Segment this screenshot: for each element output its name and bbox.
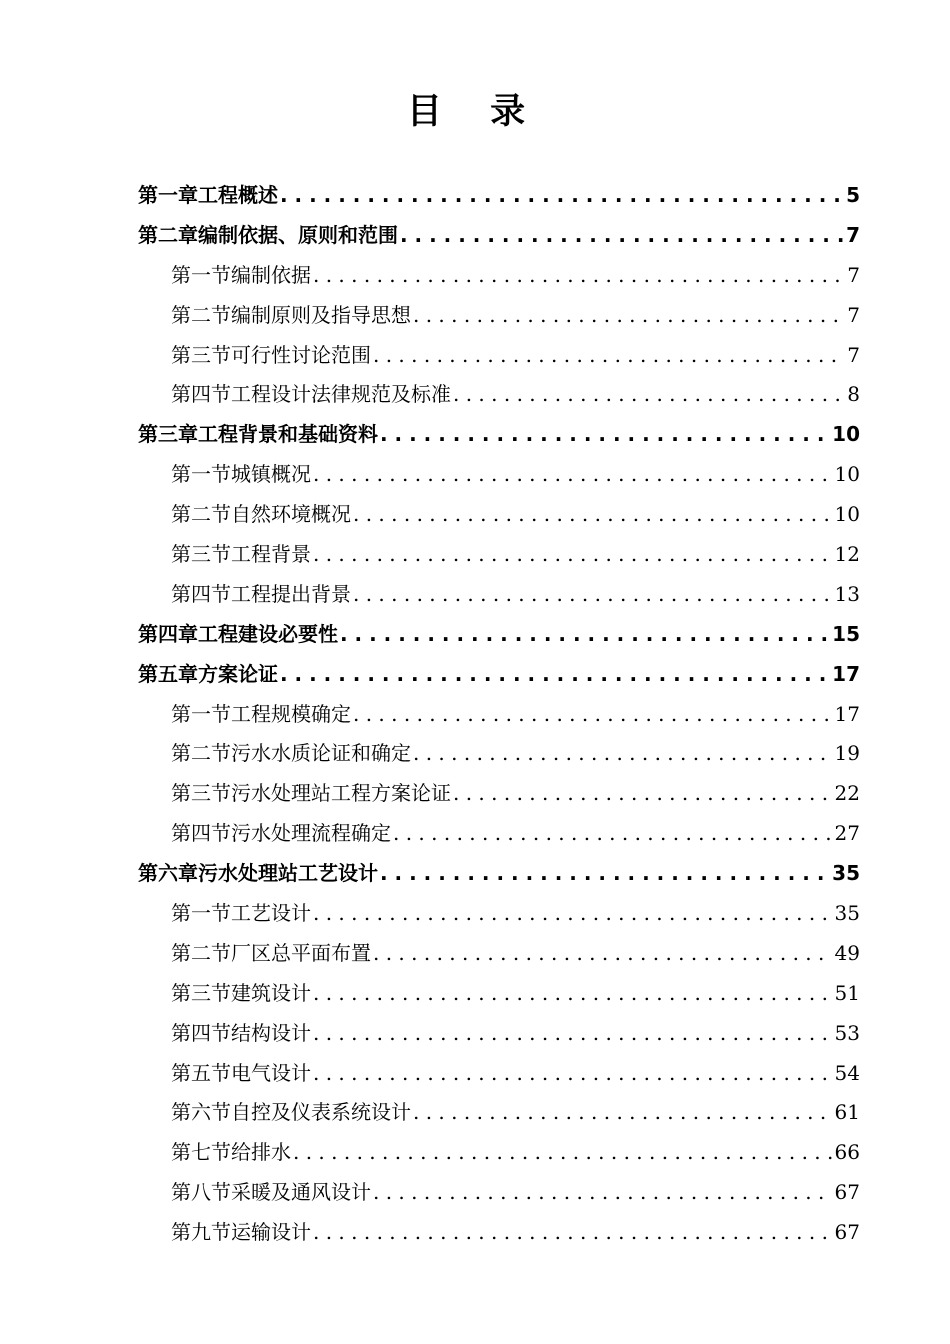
toc-page-number: 10	[834, 502, 860, 527]
toc-dot-leader	[453, 774, 832, 814]
toc-section-entry[interactable]	[138, 1093, 860, 1133]
toc-chapter-title: 方案论证	[198, 661, 278, 686]
toc-section-entry[interactable]	[138, 774, 860, 814]
toc-section-label: 第三节	[171, 781, 231, 806]
toc-page-number: 17	[832, 661, 860, 686]
toc-chapter-label: 第六章	[138, 861, 198, 886]
toc-page-number: 67	[834, 1180, 860, 1205]
toc-page-number: 27	[834, 821, 860, 846]
toc-page-number: 35	[832, 861, 860, 886]
toc-chapter-entry[interactable]	[138, 615, 860, 655]
toc-page-number: 61	[834, 1100, 860, 1125]
toc-section-title: 工程背景	[231, 542, 311, 567]
toc-section-entry[interactable]	[138, 1213, 860, 1253]
toc-page-number: 7	[846, 222, 860, 247]
toc-dot-leader	[413, 1093, 832, 1133]
toc-dot-leader	[313, 974, 832, 1014]
toc-section-title: 可行性讨论范围	[231, 342, 371, 367]
toc-page-number: 67	[834, 1220, 860, 1245]
toc-dot-leader	[453, 375, 844, 415]
toc-dot-leader	[313, 256, 844, 296]
toc-section-entry[interactable]	[138, 894, 860, 934]
toc-section-label: 第一节	[171, 701, 231, 726]
toc-chapter-label: 第二章	[138, 222, 198, 247]
toc-section-title: 污水处理站工程方案论证	[231, 781, 451, 806]
toc-page-number: 66	[834, 1140, 860, 1165]
toc-page-number: 7	[847, 262, 860, 287]
toc-section-title: 工程设计法律规范及标准	[231, 382, 451, 407]
toc-section-label: 第九节	[171, 1220, 231, 1245]
toc-section-title: 电气设计	[231, 1060, 311, 1085]
toc-section-entry[interactable]	[138, 575, 860, 615]
toc-chapter-entry[interactable]	[138, 176, 860, 216]
toc-chapter-title: 污水处理站工艺设计	[198, 861, 378, 886]
toc-dot-leader	[313, 535, 832, 575]
toc-section-entry[interactable]	[138, 1173, 860, 1213]
toc-section-label: 第一节	[171, 462, 231, 487]
toc-chapter-label: 第三章	[138, 422, 198, 447]
toc-section-entry[interactable]	[138, 734, 860, 774]
toc-section-label: 第六节	[171, 1100, 231, 1125]
toc-dot-leader	[353, 495, 832, 535]
toc-section-label: 第七节	[171, 1140, 231, 1165]
toc-page-number: 19	[834, 741, 860, 766]
toc-chapter-entry[interactable]	[138, 655, 860, 695]
toc-section-entry[interactable]	[138, 695, 860, 735]
toc-dot-leader	[280, 655, 829, 695]
toc-section-entry[interactable]	[138, 256, 860, 296]
toc-page-number: 22	[834, 781, 860, 806]
toc-chapter-title: 工程背景和基础资料	[198, 422, 378, 447]
toc-section-label: 第三节	[171, 342, 231, 367]
toc-section-entry[interactable]	[138, 375, 860, 415]
toc-dot-leader	[353, 575, 832, 615]
toc-chapter-entry[interactable]	[138, 415, 860, 455]
toc-section-label: 第四节	[171, 821, 231, 846]
toc-dot-leader	[313, 455, 832, 495]
toc-dot-leader	[340, 615, 829, 655]
toc-page-number: 8	[847, 382, 860, 407]
toc-page-number: 54	[834, 1060, 860, 1085]
toc-section-label: 第八节	[171, 1180, 231, 1205]
toc-section-title: 运输设计	[231, 1220, 311, 1245]
toc-section-label: 第四节	[171, 382, 231, 407]
toc-section-label: 第二节	[171, 940, 231, 965]
toc-section-label: 第三节	[171, 980, 231, 1005]
toc-dot-leader	[380, 854, 829, 894]
toc-page-number: 35	[834, 901, 860, 926]
toc-section-title: 结构设计	[231, 1020, 311, 1045]
toc-dot-leader	[400, 216, 843, 256]
toc-page-number: 51	[834, 980, 860, 1005]
toc-section-entry[interactable]	[138, 974, 860, 1014]
toc-section-title: 工艺设计	[231, 901, 311, 926]
toc-page-number: 5	[846, 183, 860, 207]
toc-section-label: 第二节	[171, 741, 231, 766]
toc-page-number: 53	[834, 1020, 860, 1045]
toc-page-number: 17	[834, 701, 860, 726]
toc-section-entry[interactable]	[138, 814, 860, 854]
toc-chapter-label: 第四章	[138, 621, 198, 646]
toc-dot-leader	[393, 814, 832, 854]
toc-dot-leader	[293, 1133, 832, 1173]
toc-section-entry[interactable]	[138, 296, 860, 336]
toc-section-label: 第二节	[171, 302, 231, 327]
toc-chapter-label: 第五章	[138, 661, 198, 686]
toc-section-title: 城镇概况	[231, 462, 311, 487]
toc-section-entry[interactable]	[138, 1133, 860, 1173]
toc-dot-leader	[413, 296, 844, 336]
toc-chapter-label: 第一章	[138, 183, 198, 207]
toc-dot-leader	[373, 934, 832, 974]
toc-section-label: 第一节	[171, 901, 231, 926]
toc-section-label: 第三节	[171, 542, 231, 567]
toc-dot-leader	[353, 695, 832, 735]
toc-section-title: 污水水质论证和确定	[231, 741, 411, 766]
toc-page-number: 15	[832, 621, 860, 646]
toc-page-number: 7	[847, 302, 860, 327]
toc-section-label: 第五节	[171, 1060, 231, 1085]
toc-chapter-title: 工程概述	[198, 183, 278, 207]
toc-chapter-entry[interactable]	[138, 216, 860, 256]
toc-chapter-title: 工程建设必要性	[198, 621, 338, 646]
toc-page-number: 10	[834, 462, 860, 487]
toc-section-label: 第四节	[171, 581, 231, 606]
toc-section-entry[interactable]	[138, 1014, 860, 1054]
toc-section-title: 自控及仪表系统设计	[231, 1100, 411, 1125]
toc-dot-leader	[313, 1054, 832, 1094]
toc-dot-leader	[313, 894, 832, 934]
toc-section-title: 工程提出背景	[231, 581, 351, 606]
toc-section-entry[interactable]	[138, 495, 860, 535]
toc-dot-leader	[413, 734, 832, 774]
toc-section-label: 第一节	[171, 262, 231, 287]
toc-section-entry[interactable]	[138, 336, 860, 376]
toc-page-number: 10	[832, 422, 860, 447]
toc-section-title: 编制依据	[231, 262, 311, 287]
toc-section-label: 第四节	[171, 1020, 231, 1045]
toc-page-number: 12	[834, 542, 860, 567]
toc-section-title: 自然环境概况	[231, 502, 351, 527]
toc-section-entry[interactable]	[138, 455, 860, 495]
toc-dot-leader	[380, 415, 829, 455]
toc-page-number: 13	[834, 581, 860, 606]
toc-section-entry[interactable]	[138, 934, 860, 974]
toc-section-title: 编制原则及指导思想	[231, 302, 411, 327]
toc-section-title: 采暖及通风设计	[231, 1180, 371, 1205]
toc-dot-leader	[373, 1173, 832, 1213]
toc-dot-leader	[313, 1014, 832, 1054]
toc-section-title: 污水处理流程确定	[231, 821, 391, 846]
table-of-contents	[138, 176, 860, 1253]
page-title: 目 录	[406, 92, 544, 132]
toc-section-title: 建筑设计	[231, 980, 311, 1005]
toc-section-title: 给排水	[231, 1140, 291, 1165]
toc-page-number: 7	[847, 342, 860, 367]
toc-section-entry[interactable]	[138, 1054, 860, 1094]
toc-dot-leader	[373, 336, 844, 376]
toc-chapter-entry[interactable]	[138, 854, 860, 894]
toc-section-label: 第二节	[171, 502, 231, 527]
toc-section-title: 工程规模确定	[231, 701, 351, 726]
toc-page-number: 49	[834, 940, 860, 965]
toc-chapter-title: 编制依据、原则和范围	[198, 222, 398, 247]
toc-section-entry[interactable]	[138, 535, 860, 575]
toc-dot-leader	[313, 1213, 832, 1253]
toc-section-title: 厂区总平面布置	[231, 940, 371, 965]
toc-dot-leader	[280, 176, 843, 216]
